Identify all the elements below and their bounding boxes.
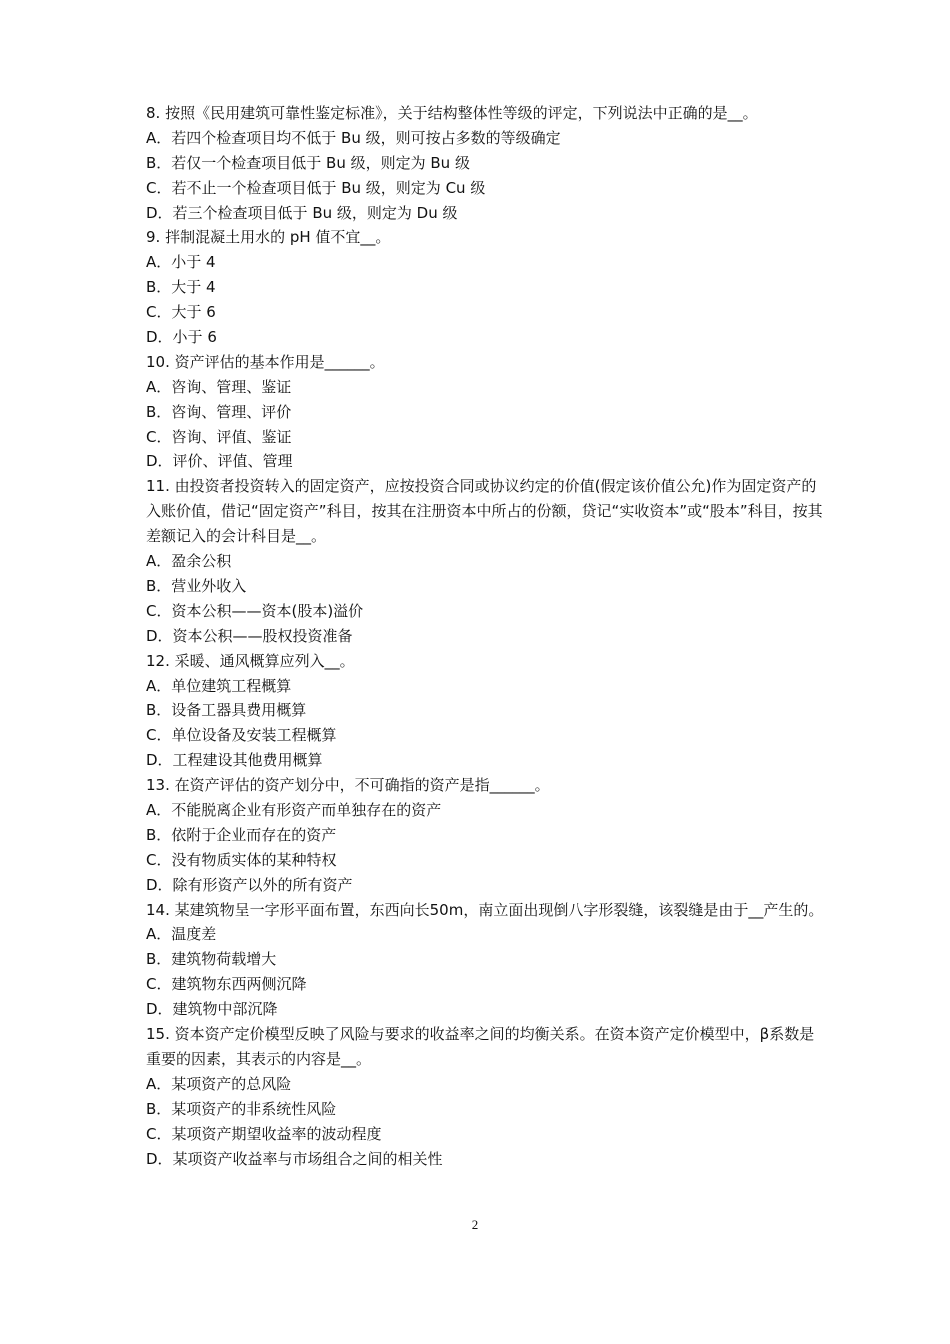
option-c: C．若不止一个检查项目低于 Bu 级，则定为 Cu 级 [146,178,486,197]
option-a: A．某项资产的总风险 [146,1074,292,1093]
option-a: A．咨询、管理、鉴证 [146,377,292,396]
question-stem: 14. 某建筑物呈一字形平面布置，东西向长50m，南立面出现倒八字形裂缝，该裂缝是由于__产生的。 [146,900,824,919]
option-a: A．不能脱离企业有形资产而单独存在的资产 [146,800,442,819]
option-c: C．资本公积——资本(股本)溢价 [146,601,364,620]
question-10 [146,350,826,474]
option-c: C．咨询、评值、鉴证 [146,427,292,446]
option-b: B．依附于企业而存在的资产 [146,825,337,844]
question-stem: 8. 按照《民用建筑可靠性鉴定标准》，关于结构整体性等级的评定，下列说法中正确的是__。 [146,104,758,122]
question-13 [146,773,826,897]
question-9 [146,225,826,349]
option-b: B．设备工器具费用概算 [146,701,307,720]
question-stem: 15. 资本资产定价模型反映了风险与要求的收益率之间的均衡关系。在资本资产定价模型中，β系数是重要的因素，其表示的内容是__。 [146,1025,815,1068]
option-d: D．建筑物中部沉降 [146,1000,278,1019]
option-b: B．若仅一个检查项目低于 Bu 级，则定为 Bu 级 [146,153,470,172]
question-stem: 13. 在资产评估的资产划分中，不可确指的资产是指______。 [146,776,550,795]
question-list [146,101,826,1171]
option-d: D．除有形资产以外的所有资产 [146,875,353,894]
option-a: A．单位建筑工程概算 [146,676,292,695]
option-a: A．小于 4 [146,253,216,272]
option-a: A．若四个检查项目均不低于 Bu 级，则可按占多数的等级确定 [146,128,561,147]
option-d: D．评价、评值、管理 [146,452,293,471]
option-d: D．小于 6 [146,328,217,347]
option-c: C．某项资产期望收益率的波动程度 [146,1124,382,1143]
option-a: A．盈余公积 [146,552,232,571]
question-stem: 9. 拌制混凝土用水的 pH 值不宜__。 [146,228,391,247]
question-8 [146,101,826,225]
option-a: A．温度差 [146,925,217,944]
question-11 [146,474,826,648]
option-c: C．单位设备及安装工程概算 [146,726,337,745]
option-b: B．某项资产的非系统性风险 [146,1099,337,1118]
question-12 [146,649,826,773]
option-b: B．大于 4 [146,278,216,297]
question-stem: 12. 采暖、通风概算应列入__。 [146,651,355,670]
question-14 [146,898,826,1022]
option-c: C．建筑物东西两侧沉降 [146,975,307,994]
question-stem: 11. 由投资者投资转入的固定资产，应按投资合同或协议约定的价值(假定该价值公允)作为固定资产的入账价值，借记“固定资产”科目，按其在注册资本中所占的份额，贷记“实收资本”或“股本”科目，按其差额记入的会计科目是__。 [146,477,823,546]
page-number: 2 [471,1217,479,1232]
option-c: C．大于 6 [146,303,216,322]
option-c: C．没有物质实体的某种特权 [146,850,337,869]
option-b: B．建筑物荷载增大 [146,950,277,969]
option-b: B．咨询、管理、评价 [146,402,292,421]
question-stem: 10. 资产评估的基本作用是______。 [146,352,385,371]
question-15 [146,1022,826,1171]
option-d: D．工程建设其他费用概算 [146,751,323,770]
option-d: D．某项资产收益率与市场组合之间的相关性 [146,1149,443,1168]
option-d: D．若三个检查项目低于 Bu 级，则定为 Du 级 [146,203,458,222]
option-b: B．营业外收入 [146,576,247,595]
option-d: D．资本公积——股权投资准备 [146,626,353,645]
